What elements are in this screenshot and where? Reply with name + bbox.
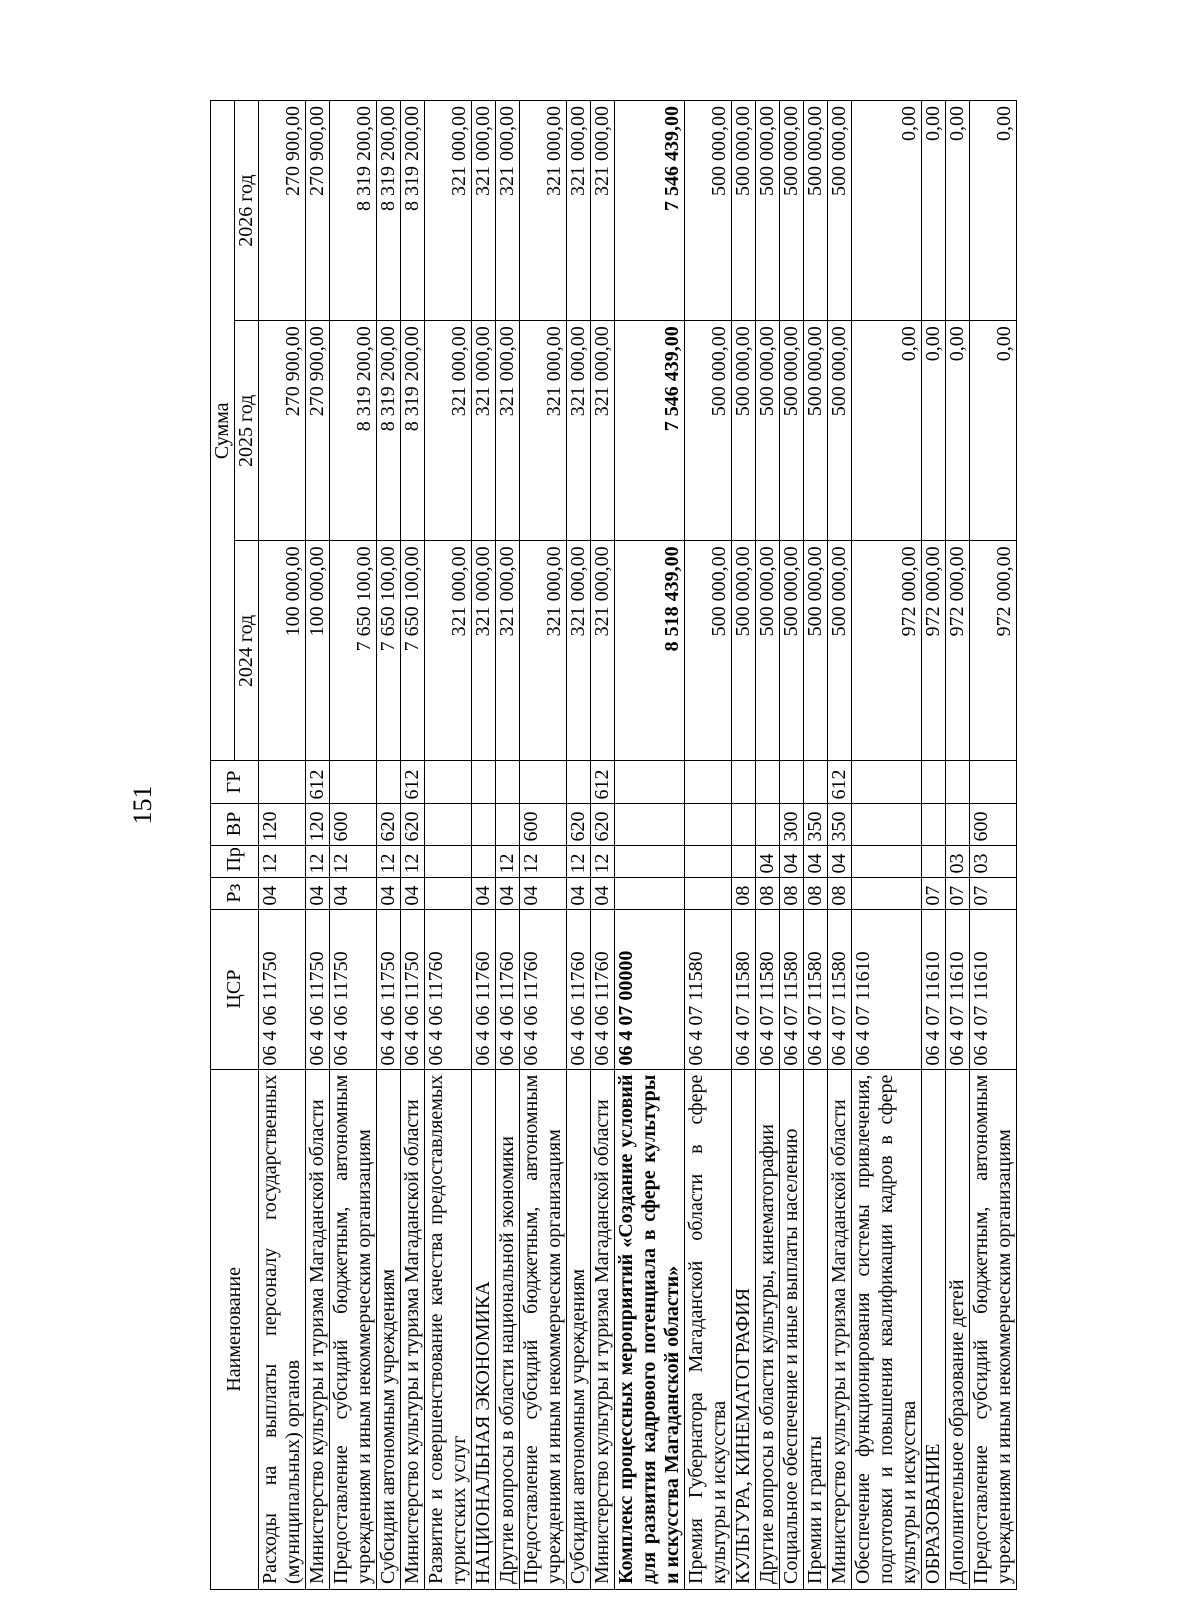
table-row: [520, 101, 567, 1590]
cell-gr: [922, 761, 946, 803]
cell-rz: 08: [828, 877, 852, 909]
cell-pr: [852, 845, 922, 877]
cell-gr: [852, 761, 922, 803]
cell-pr: 12: [259, 845, 306, 877]
cell-2024: 321 000,00: [591, 541, 615, 761]
cell-pr: 12: [591, 845, 615, 877]
cell-csr: 06 4 06 11760: [425, 909, 472, 1069]
cell-vr: 350: [828, 803, 852, 845]
cell-name: Социальное обеспечение и иные выплаты населению: [780, 1069, 804, 1589]
cell-vr: [685, 803, 732, 845]
cell-2024: 500 000,00: [732, 541, 756, 761]
cell-gr: [732, 761, 756, 803]
cell-csr: 06 4 07 11610: [852, 909, 922, 1069]
table-body: [259, 101, 1017, 1590]
cell-csr: 06 4 07 11580: [685, 909, 732, 1069]
cell-csr: 06 4 06 11750: [306, 909, 330, 1069]
cell-2024: 321 000,00: [567, 541, 591, 761]
table-row: [828, 101, 852, 1590]
cell-vr: 600: [520, 803, 567, 845]
table-row: [970, 101, 1017, 1590]
cell-vr: [425, 803, 472, 845]
cell-csr: 06 4 06 11750: [401, 909, 425, 1069]
cell-pr: 04: [804, 845, 828, 877]
cell-gr: [567, 761, 591, 803]
cell-2025: 321 000,00: [472, 321, 496, 541]
cell-name: Субсидии автономным учреждениям: [567, 1069, 591, 1589]
cell-2024: 7 650 100,00: [377, 541, 401, 761]
cell-rz: 08: [756, 877, 780, 909]
cell-2025: 321 000,00: [496, 321, 520, 541]
cell-2025: 270 900,00: [259, 321, 306, 541]
table-row: [756, 101, 780, 1590]
cell-2026: 0,00: [922, 101, 946, 321]
cell-2025: 321 000,00: [567, 321, 591, 541]
table-row: [472, 101, 496, 1590]
cell-2025: 500 000,00: [756, 321, 780, 541]
cell-pr: 12: [401, 845, 425, 877]
cell-2024: 321 000,00: [425, 541, 472, 761]
cell-gr: [330, 761, 377, 803]
cell-rz: 04: [496, 877, 520, 909]
cell-2024: 100 000,00: [259, 541, 306, 761]
cell-csr: 06 4 07 11580: [828, 909, 852, 1069]
cell-vr: 620: [377, 803, 401, 845]
header-rz: Рз: [211, 877, 259, 909]
cell-gr: [615, 761, 685, 803]
cell-gr: 612: [591, 761, 615, 803]
cell-gr: [472, 761, 496, 803]
table-row: [496, 101, 520, 1590]
cell-2026: 321 000,00: [472, 101, 496, 321]
cell-csr: 06 4 06 11760: [520, 909, 567, 1069]
table-row: [377, 101, 401, 1590]
cell-2025: 321 000,00: [425, 321, 472, 541]
cell-gr: [756, 761, 780, 803]
cell-pr: [615, 845, 685, 877]
cell-2025: 270 900,00: [306, 321, 330, 541]
cell-vr: [946, 803, 970, 845]
cell-2025: 0,00: [852, 321, 922, 541]
cell-pr: 03: [970, 845, 1017, 877]
cell-pr: 04: [828, 845, 852, 877]
table-row: [732, 101, 756, 1590]
cell-csr: 06 4 06 11760: [472, 909, 496, 1069]
cell-name: Расходы на выплаты персоналу государственных (муниципальных) органов: [259, 1069, 306, 1589]
cell-name: Комплекс процессных мероприятий «Создание условий для развития кадрового потенциала в сфере культуры и искусства Магаданской области»: [615, 1069, 685, 1589]
cell-vr: 620: [401, 803, 425, 845]
cell-2026: 321 000,00: [520, 101, 567, 321]
cell-name: КУЛЬТУРА, КИНЕМАТОГРАФИЯ: [732, 1069, 756, 1589]
cell-2026: 500 000,00: [732, 101, 756, 321]
table-row: [401, 101, 425, 1590]
cell-gr: [685, 761, 732, 803]
table-row: [922, 101, 946, 1590]
cell-vr: [732, 803, 756, 845]
cell-csr: 06 4 07 11580: [756, 909, 780, 1069]
cell-gr: 612: [306, 761, 330, 803]
cell-rz: 07: [922, 877, 946, 909]
cell-2026: 500 000,00: [685, 101, 732, 321]
cell-name: Обеспечение функционирования системы привлечения, подготовки и повышения квалификации кадров в сфере культуры и искусства: [852, 1069, 922, 1589]
cell-pr: [472, 845, 496, 877]
cell-rz: 08: [780, 877, 804, 909]
cell-vr: [472, 803, 496, 845]
cell-name: Предоставление субсидий бюджетным, автономным учреждениям и иным некоммерческим организациям: [970, 1069, 1017, 1589]
cell-name: НАЦИОНАЛЬНАЯ ЭКОНОМИКА: [472, 1069, 496, 1589]
cell-rz: [425, 877, 472, 909]
cell-pr: [922, 845, 946, 877]
cell-rz: 08: [804, 877, 828, 909]
header-pr: Пр: [211, 845, 259, 877]
cell-2025: 0,00: [922, 321, 946, 541]
cell-vr: 120: [259, 803, 306, 845]
header-vr: ВР: [211, 803, 259, 845]
cell-gr: [804, 761, 828, 803]
cell-vr: [496, 803, 520, 845]
cell-pr: 12: [496, 845, 520, 877]
cell-2026: 0,00: [946, 101, 970, 321]
cell-gr: 612: [401, 761, 425, 803]
cell-name: Другие вопросы в области национальной экономики: [496, 1069, 520, 1589]
cell-2025: 500 000,00: [780, 321, 804, 541]
cell-2025: 500 000,00: [804, 321, 828, 541]
cell-csr: 06 4 06 11750: [330, 909, 377, 1069]
cell-gr: [946, 761, 970, 803]
budget-table: [210, 100, 1017, 1590]
cell-vr: 350: [804, 803, 828, 845]
cell-gr: [377, 761, 401, 803]
cell-2026: 321 000,00: [591, 101, 615, 321]
cell-vr: 600: [970, 803, 1017, 845]
cell-csr: 06 4 07 11610: [946, 909, 970, 1069]
cell-rz: [852, 877, 922, 909]
cell-gr: [259, 761, 306, 803]
cell-name: Премии и гранты: [804, 1069, 828, 1589]
table-row: [425, 101, 472, 1590]
cell-name: Дополнительное образование детей: [946, 1069, 970, 1589]
cell-2024: 500 000,00: [804, 541, 828, 761]
cell-gr: [970, 761, 1017, 803]
cell-rz: [685, 877, 732, 909]
table-row: [804, 101, 828, 1590]
cell-2026: 500 000,00: [804, 101, 828, 321]
cell-2024: 321 000,00: [520, 541, 567, 761]
header-year-2026: 2026 год: [235, 101, 259, 321]
cell-2024: 972 000,00: [852, 541, 922, 761]
cell-rz: 04: [567, 877, 591, 909]
cell-pr: 04: [780, 845, 804, 877]
cell-2025: 7 546 439,00: [615, 321, 685, 541]
cell-2025: 321 000,00: [520, 321, 567, 541]
header-name: Наименование: [211, 1069, 259, 1589]
cell-pr: 12: [306, 845, 330, 877]
cell-csr: 06 4 07 11610: [922, 909, 946, 1069]
cell-2026: 321 000,00: [425, 101, 472, 321]
cell-2024: 321 000,00: [496, 541, 520, 761]
cell-2026: 500 000,00: [828, 101, 852, 321]
table-row: [852, 101, 922, 1590]
cell-pr: 12: [567, 845, 591, 877]
cell-rz: 08: [732, 877, 756, 909]
cell-2026: 0,00: [970, 101, 1017, 321]
cell-name: ОБРАЗОВАНИЕ: [922, 1069, 946, 1589]
cell-pr: [685, 845, 732, 877]
cell-2026: 8 319 200,00: [401, 101, 425, 321]
header-gr: ГР: [211, 761, 259, 803]
header-csr: ЦСР: [211, 909, 259, 1069]
cell-2025: 8 319 200,00: [401, 321, 425, 541]
table-row: [330, 101, 377, 1590]
cell-rz: 04: [472, 877, 496, 909]
cell-2025: 500 000,00: [828, 321, 852, 541]
cell-vr: 600: [330, 803, 377, 845]
cell-2024: 7 650 100,00: [330, 541, 377, 761]
cell-pr: [425, 845, 472, 877]
cell-2026: 321 000,00: [496, 101, 520, 321]
cell-vr: 620: [591, 803, 615, 845]
cell-csr: 06 4 06 11750: [259, 909, 306, 1069]
cell-rz: 04: [591, 877, 615, 909]
header-year-2025: 2025 год: [235, 321, 259, 541]
cell-2025: 8 319 200,00: [377, 321, 401, 541]
cell-csr: 06 4 07 11580: [732, 909, 756, 1069]
cell-2025: 500 000,00: [732, 321, 756, 541]
table-row: [591, 101, 615, 1590]
cell-name: Другие вопросы в области культуры, кинематографии: [756, 1069, 780, 1589]
cell-name: Предоставление субсидий бюджетным, автономным учреждениям и иным некоммерческим организациям: [520, 1069, 567, 1589]
cell-2024: 500 000,00: [756, 541, 780, 761]
cell-2024: 8 518 439,00: [615, 541, 685, 761]
cell-2024: 972 000,00: [946, 541, 970, 761]
cell-name: Развитие и совершенствование качества предоставляемых туристских услуг: [425, 1069, 472, 1589]
cell-2024: 500 000,00: [828, 541, 852, 761]
cell-2026: 500 000,00: [780, 101, 804, 321]
cell-gr: [496, 761, 520, 803]
cell-csr: 06 4 07 11580: [804, 909, 828, 1069]
cell-2024: 500 000,00: [685, 541, 732, 761]
cell-csr: 06 4 07 11610: [970, 909, 1017, 1069]
table-row: [780, 101, 804, 1590]
cell-csr: 06 4 06 11760: [496, 909, 520, 1069]
cell-pr: 12: [330, 845, 377, 877]
table-row: [685, 101, 732, 1590]
table-row: [946, 101, 970, 1590]
cell-name: Министерство культуры и туризма Магаданской области: [828, 1069, 852, 1589]
cell-rz: 07: [970, 877, 1017, 909]
cell-name: Министерство культуры и туризма Магаданской области: [401, 1069, 425, 1589]
cell-gr: [780, 761, 804, 803]
cell-pr: 03: [946, 845, 970, 877]
cell-2024: 972 000,00: [970, 541, 1017, 761]
cell-rz: 04: [259, 877, 306, 909]
cell-name: Министерство культуры и туризма Магаданской области: [306, 1069, 330, 1589]
page-number: 151: [128, 785, 157, 825]
cell-vr: [756, 803, 780, 845]
cell-2025: 8 319 200,00: [330, 321, 377, 541]
cell-2026: 8 319 200,00: [377, 101, 401, 321]
table-row: [306, 101, 330, 1590]
cell-gr: [425, 761, 472, 803]
header-sum: Сумма: [211, 101, 235, 762]
rotated-table-container: [210, 100, 1130, 1590]
cell-rz: 04: [520, 877, 567, 909]
cell-pr: [732, 845, 756, 877]
cell-csr: 06 4 07 11580: [780, 909, 804, 1069]
cell-rz: 04: [330, 877, 377, 909]
cell-pr: 04: [756, 845, 780, 877]
cell-vr: 620: [567, 803, 591, 845]
cell-name: Предоставление субсидий бюджетным, автономным учреждениям и иным некоммерческим организациям: [330, 1069, 377, 1589]
cell-2024: 500 000,00: [780, 541, 804, 761]
cell-2024: 7 650 100,00: [401, 541, 425, 761]
cell-csr: 06 4 07 00000: [615, 909, 685, 1069]
cell-pr: 12: [520, 845, 567, 877]
cell-2025: 321 000,00: [591, 321, 615, 541]
cell-csr: 06 4 06 11750: [377, 909, 401, 1069]
cell-vr: [852, 803, 922, 845]
cell-2024: 100 000,00: [306, 541, 330, 761]
cell-2026: 321 000,00: [567, 101, 591, 321]
cell-2026: 8 319 200,00: [330, 101, 377, 321]
cell-2025: 500 000,00: [685, 321, 732, 541]
cell-2024: 321 000,00: [472, 541, 496, 761]
cell-rz: 07: [946, 877, 970, 909]
cell-vr: 120: [306, 803, 330, 845]
cell-vr: 300: [780, 803, 804, 845]
cell-rz: 04: [401, 877, 425, 909]
cell-rz: 04: [377, 877, 401, 909]
cell-2024: 972 000,00: [922, 541, 946, 761]
cell-2026: 270 900,00: [306, 101, 330, 321]
table-row: [567, 101, 591, 1590]
table-row: [615, 101, 685, 1590]
cell-name: Министерство культуры и туризма Магаданской области: [591, 1069, 615, 1589]
cell-vr: [615, 803, 685, 845]
cell-rz: [615, 877, 685, 909]
cell-2025: 0,00: [946, 321, 970, 541]
cell-vr: [922, 803, 946, 845]
cell-2026: 0,00: [852, 101, 922, 321]
cell-name: Премия Губернатора Магаданской области в сфере культуры и искусства: [685, 1069, 732, 1589]
table-row: [259, 101, 306, 1590]
cell-2025: 0,00: [970, 321, 1017, 541]
cell-2026: 270 900,00: [259, 101, 306, 321]
cell-2026: 500 000,00: [756, 101, 780, 321]
cell-2026: 7 546 439,00: [615, 101, 685, 321]
cell-name: Субсидии автономным учреждениям: [377, 1069, 401, 1589]
cell-gr: 612: [828, 761, 852, 803]
header-year-2024: 2024 год: [235, 541, 259, 761]
cell-pr: 12: [377, 845, 401, 877]
cell-csr: 06 4 06 11760: [591, 909, 615, 1069]
cell-gr: [520, 761, 567, 803]
cell-csr: 06 4 06 11760: [567, 909, 591, 1069]
cell-rz: 04: [306, 877, 330, 909]
